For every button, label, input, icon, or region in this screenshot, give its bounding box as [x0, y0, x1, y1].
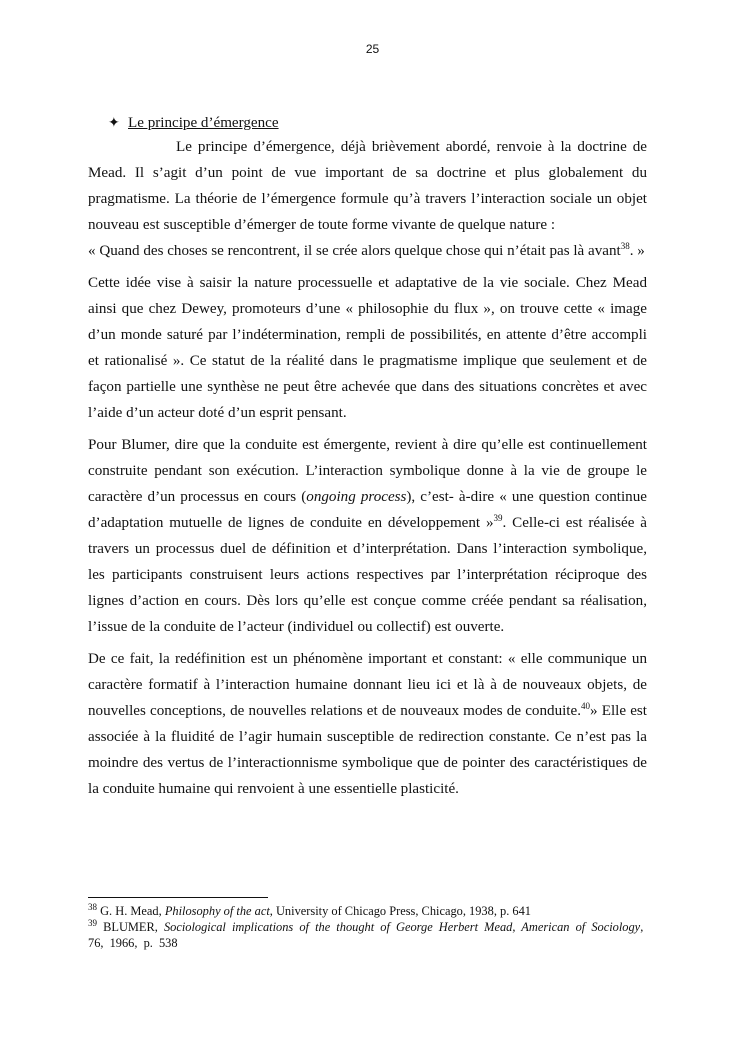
quote-end: . » — [629, 243, 645, 259]
paragraph-redefinition-part-b: » Elle est associée à la fluidité de l’agir humain susceptible de redirection constante. Ce n’est pas la moindre des vertus de l’interactionnisme symbolique que de pointer des caractéristiques de la conduite humaine qui renvoient à une essentielle plasticité. — [88, 703, 648, 797]
footnote-separator — [88, 897, 268, 898]
footnote-title: Philosophy of the act — [164, 904, 270, 918]
ongoing-process-term: ongoing process — [306, 489, 407, 505]
footnote-ref-39: 39 — [493, 512, 503, 523]
footnote-publication: , University of Chicago Press, Chicago, 1938, p. 641 — [269, 904, 531, 918]
footnote-number: 38 — [88, 901, 97, 912]
paragraph-emergence-intro: Le principe d’émergence, déjà brièvement abordé, renvoie à la doctrine de Mead. Il s’agit d’un point de vue important de sa doctrine et plus globalement du pragmatisme. La théorie de l’émergence formule qu’à travers l’interaction sociale un objet nouveau est susceptible d’émerger de toute forme vivante de quelque nature : — [88, 139, 647, 233]
footnote-number: 39 — [88, 917, 97, 928]
footnote-ref-38: 38 — [620, 240, 630, 251]
footnote-author: G. H. Mead, — [100, 904, 165, 918]
paragraph-blumer-part-c: . Celle-ci est réalisée à travers un processus duel de définition et d’interprétation. Dans l’interaction symbolique, les participants construisent leurs actions respectives par l’interprétation réciproque des lignes d’action en cours. Dès lors qu’elle est conçue comme créée pendant sa réalisation, l’issue de la conduite de l’acteur (individuel ou collectif) est ouverte. — [88, 515, 647, 635]
section-heading — [108, 112, 647, 134]
footnotes — [88, 903, 647, 951]
footnote-39 — [88, 919, 647, 951]
paragraph-blumer-part-a: Pour Blumer, dire que la conduite est émergente, revient à dire qu’elle est continuellement construite pendant son exécution. L’interaction symbolique donne à la vie de groupe le caractère d’un processus en cours ( — [88, 437, 647, 505]
paragraph-processual-nature: Cette idée vise à saisir la nature processuelle et adaptative de la vie sociale. Chez Mead ainsi que chez Dewey, promoteurs d’une « philosophie du flux », on trouve cette « image d’un monde saturé par l’indétermination, rempli de possibilités, en attente d’être accompli et rationalisé ». Ce statut de la réalité dans le pragmatisme implique que seulement et de façon partielle une synthèse ne peut être achevée que dans des situations concrètes et avec l’aide d’un acteur doté d’un esprit pensant. — [88, 275, 647, 421]
quote-text: « Quand des choses se rencontrent, il se crée alors quelque chose qui n’était pas là avant — [88, 243, 621, 259]
footnote-title: Sociological implications of the thought of George Herbert Mead, American of Sociology — [163, 920, 641, 934]
section-title: Le principe d’émergence — [128, 115, 279, 131]
footnote-ref-40: 40 — [580, 700, 590, 711]
paragraph-blumer — [88, 432, 647, 640]
mead-quote — [88, 238, 647, 264]
paragraph-blumer-part-b: ), c’est- à-dire « une question continue d’adaptation mutuelle de lignes de conduite en développement » — [88, 489, 647, 531]
footnote-publication: , 76, 1966, p. 538 — [88, 920, 644, 950]
footnote-38 — [88, 903, 647, 919]
footnote-author: BLUMER, — [103, 920, 164, 934]
four-pointed-star-icon: ✦ — [108, 115, 120, 131]
page-number: 25 — [365, 42, 380, 56]
body-text — [88, 112, 647, 802]
paragraph-redefinition — [88, 646, 647, 802]
paragraph-redefinition-part-a: De ce fait, la redéfinition est un phénomène important et constant: « elle communique un caractère formatif à l’interaction humaine donnant lieu ici et là à de nouveaux objets, de nouvelles conceptions, de nouvelles relations et de nouveaux modes de conduite. — [88, 651, 647, 719]
